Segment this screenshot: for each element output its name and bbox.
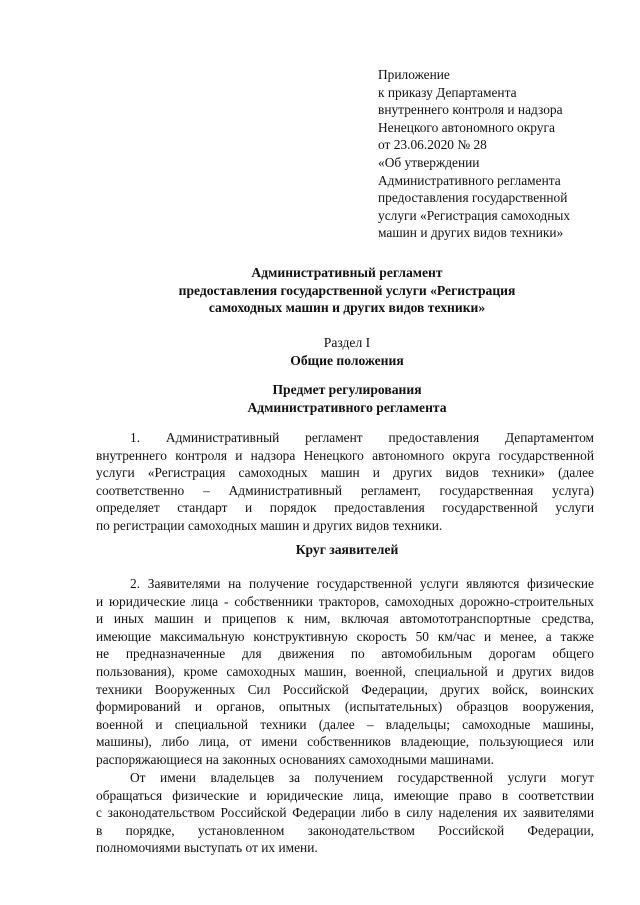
applicants-heading	[96, 541, 598, 559]
approval-line: Административного регламента	[378, 172, 561, 188]
paragraph-line: и иных машин и прицепов к ним, включая автомототранспортные средства,	[96, 611, 594, 627]
applicants-heading-text: Круг заявителей	[295, 542, 399, 557]
approval-line: внутреннего контроля и надзора	[378, 102, 563, 118]
paragraph-line: полномочиями выступать от их имени.	[96, 840, 318, 856]
paragraph-3	[96, 769, 594, 857]
paragraph-line: по регистрации самоходных машин и других видов техники.	[96, 517, 443, 533]
approval-line: к приказу Департамента	[378, 84, 517, 100]
paragraph-line: распоряжающиеся на законных основаниях самоходными машинами.	[96, 751, 494, 767]
paragraph-line: машины), либо лица, от имени собственников владеющие, пользующиеся или	[96, 734, 594, 750]
paragraph-1	[96, 429, 594, 535]
paragraph-line: 1. Административный регламент предоставления Департаментом	[130, 430, 594, 445]
title-line: Административный регламент	[251, 265, 443, 280]
paragraph-line: с законодательством Российской Федерации либо в силу наделения их заявителями	[96, 805, 594, 821]
paragraph-line: соответственно – Административный регламент, государственная услуга)	[96, 482, 594, 498]
paragraph-line: пользования), кроме самоходных машин, военной, специальной и других видов	[96, 663, 594, 679]
section-name: Общие положения	[290, 352, 404, 368]
approval-block	[378, 66, 618, 242]
title-line: самоходных машин и других видов техники»	[208, 300, 486, 316]
approval-line: Ненецкого автономного округа	[378, 119, 555, 135]
paragraph-line: определяет стандарт и порядок предоставления государственной услуги	[96, 500, 594, 516]
paragraph-line: 2. Заявителями на получение государственной услуги являются физические	[130, 576, 594, 591]
approval-line: Приложение	[378, 67, 450, 82]
paragraph-line: имеющие максимальную конструктивную скорость 50 км/час и менее, а также	[96, 628, 594, 644]
paragraph-line: и юридические лица - собственники тракторов, самоходных дорожно-строительных	[96, 593, 594, 609]
subject-heading-line: Предмет регулирования	[272, 382, 422, 397]
document-title	[96, 264, 598, 317]
paragraph-2	[96, 575, 594, 769]
subject-heading	[96, 381, 598, 416]
title-line: предоставления государственной услуги «Регистрация	[178, 282, 516, 298]
approval-line: «Об утверждении	[378, 154, 480, 170]
subject-heading-line: Административного регламента	[247, 399, 447, 415]
approval-line: от 23.06.2020 № 28	[378, 137, 487, 153]
paragraph-line: обращаться физические и юридические лица, имеющие право в соответствии	[96, 787, 594, 803]
approval-line: машин и других видов техники»	[378, 225, 564, 241]
section-number: Раздел I	[323, 335, 371, 350]
paragraph-line: услуги «Регистрация самоходных машин и других видов техники» (далее	[96, 465, 594, 481]
paragraph-line: военной и специальной техники (далее – владельцы; самоходные машины,	[96, 716, 594, 732]
paragraph-line: формирований и органов, опытных (испытательных) образцов вооружения,	[96, 699, 594, 715]
paragraph-line: в порядке, установленном законодательством Российской Федерации,	[96, 822, 594, 838]
paragraph-line: техники Вооруженных Сил Российской Федерации, других войск, воинских	[96, 681, 594, 697]
paragraph-line: От имени владельцев за получением государственной услуги могут	[130, 770, 594, 785]
approval-line: услуги «Регистрация самоходных	[378, 207, 571, 223]
paragraph-line: внутреннего контроля и надзора Ненецкого автономного округа государственной	[96, 447, 594, 463]
paragraph-line: не предназначенные для движения по автомобильным дорогам общего	[96, 646, 594, 662]
approval-line: предоставления государственной	[378, 190, 568, 206]
section-heading	[96, 334, 598, 369]
